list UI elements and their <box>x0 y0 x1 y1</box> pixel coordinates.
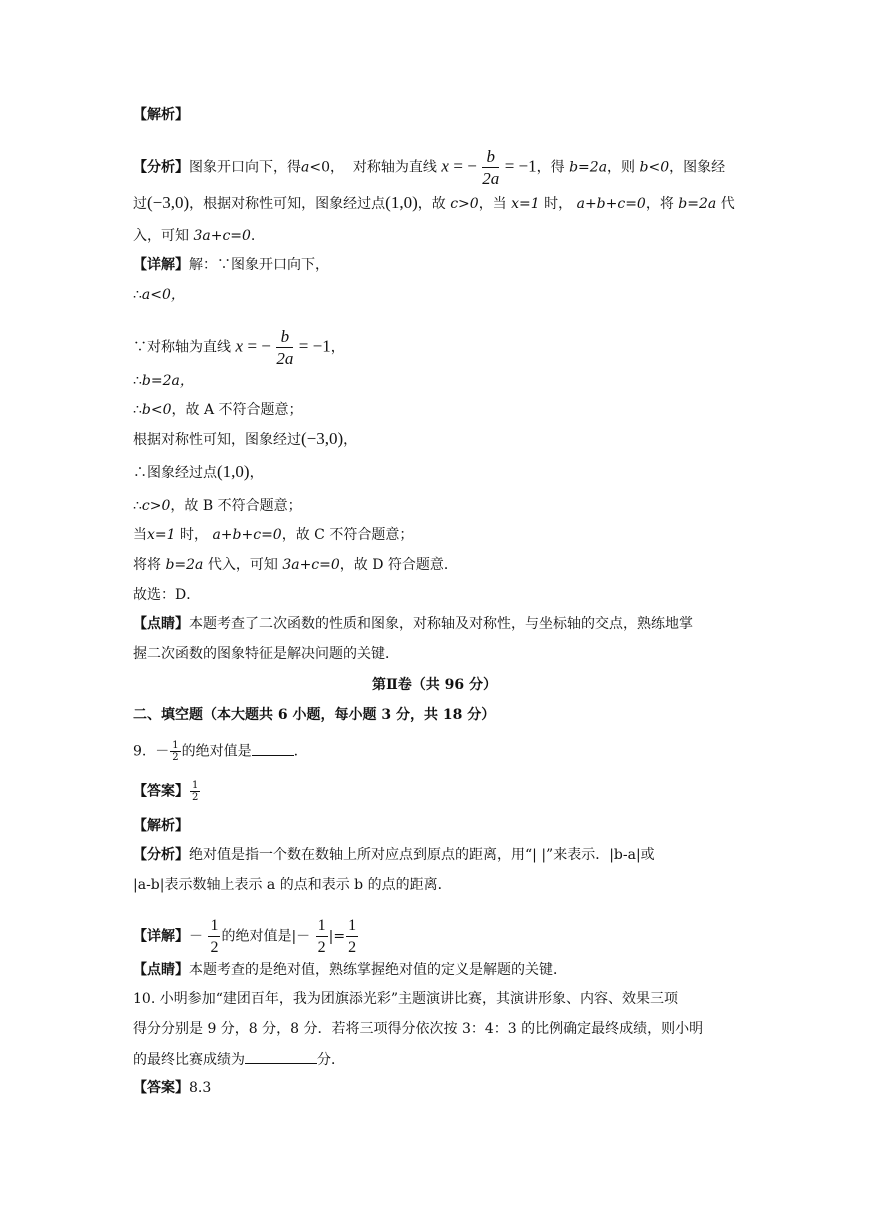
xiangjie-line-3 <box>133 326 345 369</box>
fraction-one-half <box>208 915 220 958</box>
lt0-text: <0， <box>309 159 344 176</box>
fenxi-text: 对称轴为直线 <box>352 159 437 176</box>
numerator: 1 <box>316 915 328 937</box>
option-b-result: ，故 B 不符合题意； <box>170 498 302 514</box>
q9-fenxi-line-2: |a-b|表示数轴上表示 a 的点和表示 b 的点的距离． <box>133 877 452 893</box>
minus-sign: － <box>189 928 203 945</box>
fraction-one-half <box>190 780 200 803</box>
denominator: 2 <box>192 792 199 803</box>
abc-eq-0: a+b+c=0 <box>212 527 282 543</box>
dianjing-line-1 <box>133 614 693 634</box>
fenxi-text: 绝对值是指一个数在数轴上所对应点到原点的距离，用“| |”来表示．|b-a|或 <box>189 847 655 863</box>
fenxi-text: ，根据对称性可知，图象经过点 <box>189 196 386 212</box>
xiangjie-line-4 <box>133 371 194 391</box>
fraction-one-half <box>170 740 180 763</box>
var-x: x <box>441 156 449 176</box>
numerator: 1 <box>192 780 199 791</box>
therefore-symbol: ∴ <box>133 287 142 303</box>
jiexi-heading: 【解析】 <box>133 107 189 123</box>
fenxi-text: ，图象经 <box>669 159 726 176</box>
xiangjie-text: 根据对称性可知，图象经过 <box>133 432 301 448</box>
x-eq-1: x=1 <box>511 196 540 212</box>
question-10-line-1: 10. 小明参加“建团百年，我为团旗添光彩”主题演讲比赛，其演讲形象、内容、效果三项 <box>133 991 679 1007</box>
q9-fenxi-line-1 <box>133 845 655 865</box>
question-text: 的绝对值是 <box>181 743 252 760</box>
fenxi-line-3 <box>133 226 255 246</box>
fenxi-text: 代 <box>720 196 735 212</box>
xiangjie-line-1 <box>133 255 329 275</box>
numerator: 1 <box>172 740 179 751</box>
answer-blank <box>252 741 294 756</box>
volume-title: 第Ⅱ卷（共 96 分） <box>371 677 498 693</box>
b-eq-2a: b=2a， <box>141 373 194 389</box>
question-text: 分． <box>317 1052 345 1068</box>
jiexi-heading: 【解析】 <box>133 818 189 834</box>
fraction-one-half <box>316 915 328 958</box>
numerator: b <box>482 146 499 168</box>
question-number: 9. <box>133 743 147 760</box>
xiangjie-line-5 <box>133 400 303 420</box>
therefore-symbol: ∴ <box>133 402 142 418</box>
denominator: 2a <box>276 349 294 368</box>
denominator: 2 <box>348 939 357 956</box>
xiangjie-text: 解：∵图象开口向下， <box>189 257 329 273</box>
xiangjie-label: 【详解】 <box>133 928 189 945</box>
point-m3-0: (−3,0) <box>301 429 344 448</box>
b-lt0: b<0 <box>639 159 670 176</box>
three-a-c: 3a+c=0 <box>282 557 340 573</box>
xiangjie-line-7 <box>133 462 264 483</box>
dianjing-text: 本题考查的是绝对值，熟练掌握绝对值的定义是解题的关键． <box>189 962 567 978</box>
three-a-c: 3a+c=0 <box>193 228 251 244</box>
xiangjie-text: 当 <box>133 527 147 543</box>
fraction-b-over-2a <box>482 146 499 189</box>
x-eq-1: x=1 <box>147 527 176 543</box>
xiangjie-text: 代入，可知 <box>207 557 278 573</box>
denominator: 2a <box>482 169 500 188</box>
answer-value: 8.3 <box>189 1080 212 1096</box>
fraction-one-half <box>346 915 358 958</box>
point-1-0: (1,0) <box>217 462 250 481</box>
fenxi-text: ，故 <box>417 196 446 212</box>
option-c-result: ，故 C 不符合题意； <box>281 527 414 543</box>
minus-sign: － <box>155 743 170 760</box>
answer-label: 【答案】 <box>133 783 189 800</box>
xiangjie-text: 将将 <box>133 557 161 573</box>
question-9 <box>133 740 298 763</box>
answer-blank <box>245 1049 317 1064</box>
xiangjie-text: ∴图象经过点 <box>133 465 217 481</box>
option-a-result: ，故 A 不符合题意； <box>171 402 303 418</box>
question-10-line-2: 得分分别是 9 分，8 分，8 分．若将三项得分依次按 3：4：3 的比例确定最终成绩，则小明 <box>133 1021 704 1037</box>
xiangjie-text: |= <box>328 928 346 945</box>
a-lt0: a<0， <box>141 287 185 303</box>
var-a: a <box>301 159 310 176</box>
answer-label: 【答案】 <box>133 1080 189 1096</box>
denominator: 2 <box>317 939 326 956</box>
dianjing-label: 【点睛】 <box>133 616 189 632</box>
fenxi-text: 过 <box>133 196 147 212</box>
b-eq-2a: b=2a <box>678 196 717 212</box>
xiangjie-line-10 <box>133 555 458 575</box>
period: . <box>250 228 256 244</box>
fenxi-text: ，将 <box>645 196 674 212</box>
option-d-result: ，故 D 符合题意． <box>339 557 458 573</box>
xiangjie-text: 时， <box>180 527 208 543</box>
fenxi-label: 【分析】 <box>133 159 189 176</box>
c-gt0: c>0 <box>141 498 171 514</box>
section-title: 二、填空题（本大题共 6 小题，每小题 3 分，共 18 分） <box>133 707 496 723</box>
comma: ， <box>249 465 264 481</box>
xiangjie-text: 的绝对值是|－ <box>221 928 311 945</box>
denominator: 2 <box>172 752 179 763</box>
eq-neg1: = −1 <box>298 336 331 356</box>
point-m3-0: (−3,0) <box>147 193 190 212</box>
dianjing-line-2: 握二次函数的图象特征是解决问题的关键． <box>133 646 399 662</box>
therefore-symbol: ∴ <box>133 498 142 514</box>
eq-neg1: = −1 <box>504 156 537 176</box>
var-x: x <box>235 336 243 356</box>
therefore-symbol: ∴ <box>133 373 142 389</box>
xiangjie-text: ∵对称轴为直线 <box>133 339 231 356</box>
question-text: 的最终比赛成绩为 <box>133 1052 245 1068</box>
xiangjie-label: 【详解】 <box>133 257 189 273</box>
comma: ， <box>330 339 345 356</box>
period: . <box>293 743 299 760</box>
fenxi-text: 入，可知 <box>133 228 189 244</box>
numerator: 1 <box>346 915 358 937</box>
xiangjie-line-2 <box>133 285 185 305</box>
fenxi-text: 图象开口向下，得 <box>189 159 301 176</box>
fenxi-line-1 <box>133 146 725 189</box>
fenxi-text: ，则 <box>607 159 636 176</box>
q9-xiangjie <box>133 915 359 958</box>
xiangjie-line-9 <box>133 525 413 545</box>
c-gt0: c>0 <box>450 196 479 212</box>
fenxi-label: 【分析】 <box>133 847 189 863</box>
b-eq-2a: b=2a <box>165 557 204 573</box>
question-10-line-3 <box>133 1049 345 1070</box>
dianjing-text: 本题考查了二次函数的性质和图象，对称轴及对称性，与坐标轴的交点，熟练地掌 <box>189 616 693 632</box>
eq-minus: = − <box>453 156 477 176</box>
q9-dianjing <box>133 960 567 980</box>
dianjing-label: 【点睛】 <box>133 962 189 978</box>
q10-answer <box>133 1078 211 1098</box>
point-1-0: (1,0) <box>385 193 418 212</box>
fenxi-line-2 <box>133 193 735 214</box>
xiangjie-line-6 <box>133 429 357 450</box>
numerator: 1 <box>208 915 220 937</box>
fenxi-text: ，当 <box>478 196 507 212</box>
fenxi-text: ，得 <box>536 159 565 176</box>
denominator: 2 <box>210 939 219 956</box>
q9-answer <box>133 780 201 803</box>
comma: ， <box>343 432 358 448</box>
b-eq-2a: b=2a <box>569 159 608 176</box>
answer-choice: 故选：D． <box>133 587 201 603</box>
numerator: b <box>276 326 293 348</box>
abc-eq-0: a+b+c=0 <box>576 196 646 212</box>
fenxi-text: 时， <box>544 196 573 212</box>
b-lt0: b<0 <box>141 402 172 418</box>
xiangjie-line-8 <box>133 496 302 516</box>
eq-minus: = − <box>247 336 271 356</box>
fraction-b-over-2a <box>276 326 293 369</box>
